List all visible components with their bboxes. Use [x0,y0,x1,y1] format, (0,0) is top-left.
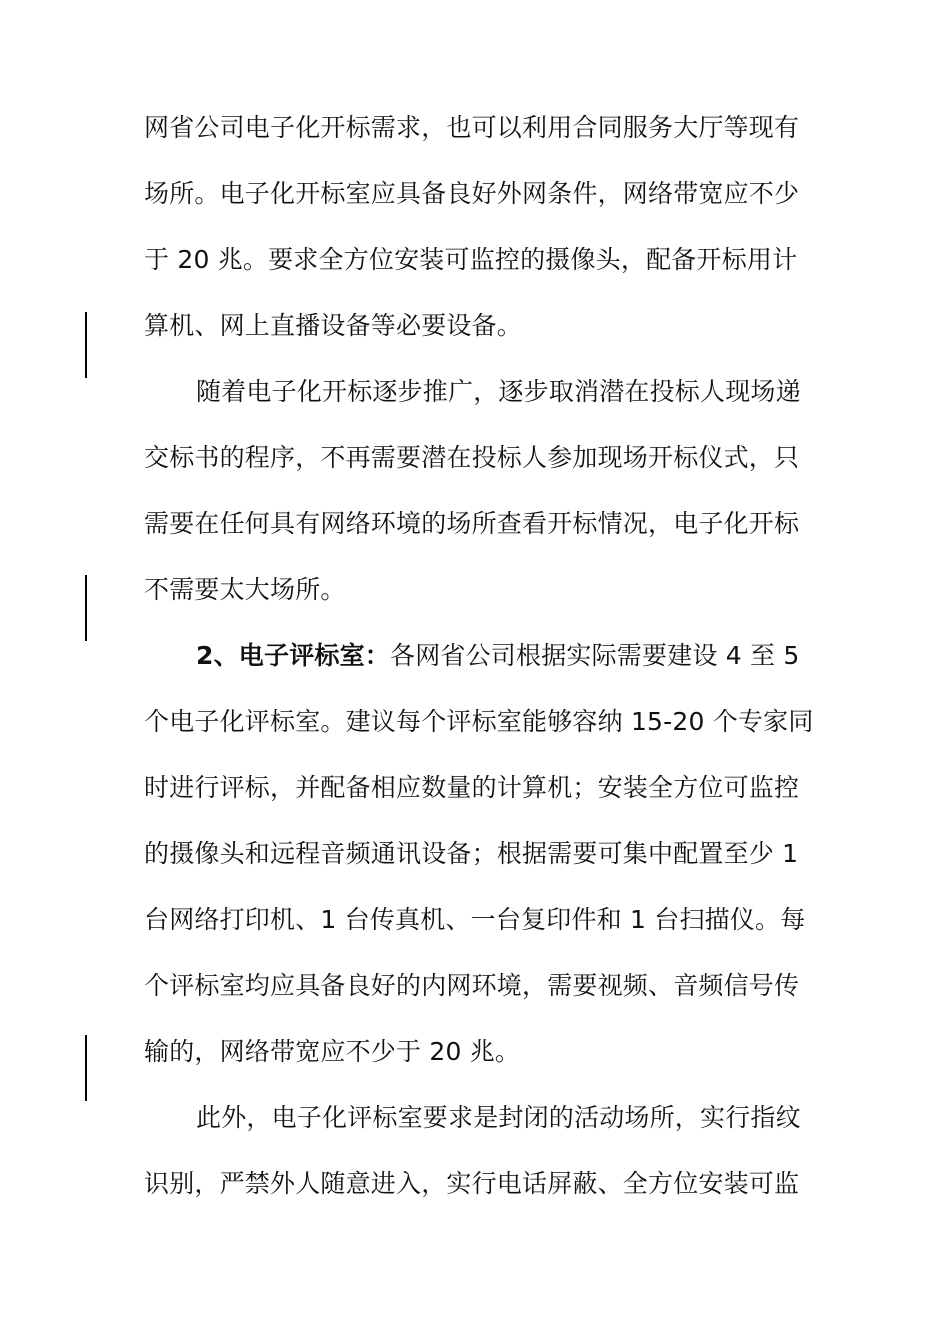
revision-bar [85,312,87,378]
paragraph-line: 场所。电子化开标室应具备良好外网条件，网络带宽应不少 [144,179,800,208]
paragraph-line: 随着电子化开标逐步推广，逐步取消潜在投标人现场递 [196,377,801,406]
paragraph-line: 的摄像头和远程音频通讯设备；根据需要可集中配置至少 1 [144,839,799,868]
paragraph-line: 交标书的程序，不再需要潜在投标人参加现场开标仪式，只 [144,443,800,472]
paragraph-line: 算机、网上直播设备等必要设备。 [144,311,523,340]
paragraph-line: 不需要太大场所。 [144,575,346,604]
section-heading: 2、电子评标室： [196,641,390,670]
paragraph-line: 于 20 兆。要求全方位安装可监控的摄像头，配备开标用计 [144,245,798,274]
paragraph-line: 个电子化评标室。建议每个评标室能够容纳 15-20 个专家同 [144,707,814,736]
revision-bar [85,1035,87,1101]
paragraph-line: 时进行评标，并配备相应数量的计算机；安装全方位可监控 [144,773,800,802]
paragraph-line: 网省公司电子化开标需求，也可以利用合同服务大厅等现有 [144,113,800,142]
paragraph-line: 台网络打印机、1 台传真机、一台复印件和 1 台扫描仪。每 [144,905,806,934]
paragraph-line: 此外，电子化评标室要求是封闭的活动场所，实行指纹 [196,1103,801,1132]
paragraph-text: 各网省公司根据实际需要建设 4 至 5 [390,641,800,670]
revision-bar [85,575,87,641]
paragraph-line: 个评标室均应具备良好的内网环境，需要视频、音频信号传 [144,971,800,1000]
paragraph-line [196,636,808,676]
paragraph-line: 输的，网络带宽应不少于 20 兆。 [144,1037,521,1066]
paragraph-line: 需要在任何具有网络环境的场所查看开标情况，电子化开标 [144,509,800,538]
paragraph-line: 识别，严禁外人随意进入，实行电话屏蔽、全方位安装可监 [144,1169,800,1198]
